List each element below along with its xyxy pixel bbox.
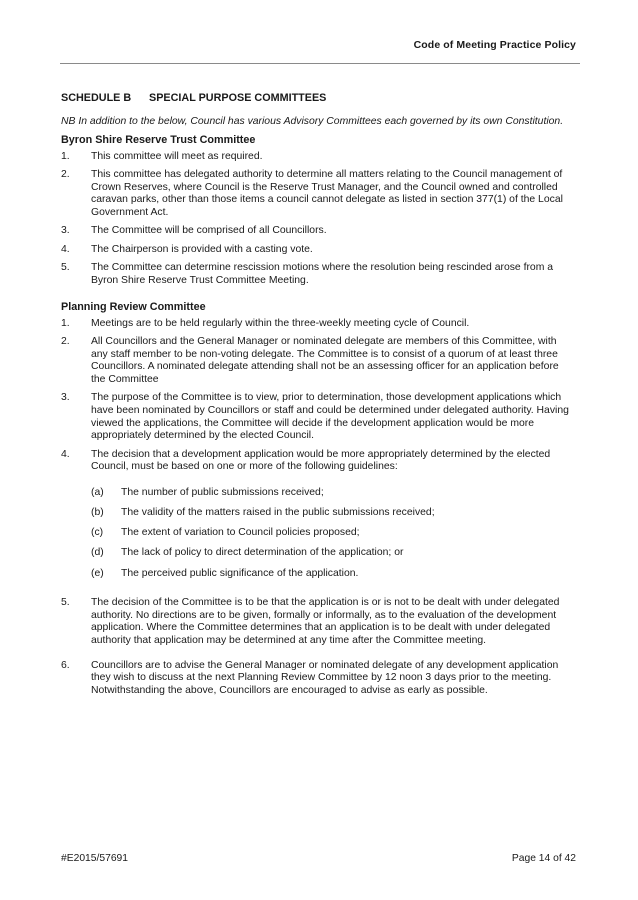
item-number: 4. [61, 448, 70, 460]
list-item [61, 225, 576, 238]
list-item [61, 660, 576, 698]
planning-review-title: Planning Review Committee [61, 301, 206, 314]
schedule-label: SCHEDULE B [61, 92, 132, 104]
guideline-label: (b) [91, 507, 104, 519]
item-text: The purpose of the Committee is to view, prior to determination, those development applications which have been nominated by Councillors or staff and could be determined under delegated authority. Having viewed the applications, the Committee will decide if the development application would be more appropriately determined by the elected Council. [91, 392, 569, 442]
guideline-item [91, 507, 576, 520]
item-text: The decision that a development application would be more appropriately determined by the elected Council, must be based on one or more of the following guidelines: [91, 448, 551, 473]
list-item [61, 151, 576, 164]
item-number: 2. [61, 336, 70, 348]
guideline-label: (d) [91, 547, 104, 559]
guideline-text: The lack of policy to direct determination of the application; or [121, 547, 404, 559]
item-text: Meetings are to be held regularly within the three-weekly meeting cycle of Council. [91, 317, 470, 329]
item-text: All Councillors and the General Manager or nominated delegate are members of this Committee, with any staff member to be non-voting delegate. The Committee is to consist of a quorum of at least three Councillors. A nominated delegate attending shall not be an assessing officer for an application before the Committee [91, 336, 559, 386]
list-item [61, 336, 576, 386]
schedule-title: SPECIAL PURPOSE COMMITTEES [149, 92, 327, 104]
guidelines-list [91, 487, 576, 580]
item-text: This committee has delegated authority to determine all matters relating to the Council management of Crown Reserves, where Council is the Reserve Trust Manager, and the Council owned and controlled caravan parks, other than those items a council cannot delegate as listed in section 377(1) of the Local Government Act. [91, 169, 563, 218]
guideline-text: The extent of variation to Council policies proposed; [121, 527, 360, 539]
list-item [61, 318, 576, 331]
item-number: 1. [61, 150, 70, 162]
item-number: 5. [61, 262, 70, 274]
list-item [61, 392, 576, 442]
guideline-text: The number of public submissions received; [121, 486, 324, 498]
document-reference: #E2015/57691 [61, 853, 128, 864]
planning-review-list [61, 318, 576, 474]
guideline-item [91, 547, 576, 560]
item-number: 3. [61, 225, 70, 237]
nb-note: NB In addition to the below, Council has various Advisory Committees each governed by its own Constitution. [61, 115, 564, 127]
list-item [61, 597, 576, 647]
item-text: This committee will meet as required. [91, 150, 263, 162]
header-divider [60, 63, 580, 64]
page-number: Page 14 of 42 [511, 853, 576, 864]
schedule-heading [61, 92, 576, 105]
planning-review-list-continued [61, 597, 576, 697]
list-item [61, 262, 576, 287]
list-item [61, 169, 576, 219]
item-text: The Chairperson is provided with a casting vote. [91, 243, 313, 255]
guideline-text: The validity of the matters raised in the public submissions received; [121, 507, 435, 519]
guideline-item [91, 527, 576, 540]
guideline-label: (e) [91, 567, 104, 579]
item-text: Councillors are to advise the General Manager or nominated delegate of any development application they wish to discuss at the next Planning Review Committee by 12 noon 3 days prior to the meeting. Notwithstanding the above, Councillors are encouraged to advise as early as possible. [91, 659, 559, 696]
item-number: 5. [61, 597, 70, 609]
item-number: 2. [61, 169, 70, 181]
reserve-trust-title: Byron Shire Reserve Trust Committee [61, 134, 256, 147]
guideline-item [91, 568, 576, 581]
item-number: 4. [61, 243, 70, 255]
item-text: The Committee can determine rescission motions where the resolution being rescinded arose from a Byron Shire Reserve Trust Committee Meeting. [91, 262, 554, 286]
document-header-title: Code of Meeting Practice Policy [413, 39, 576, 51]
item-number: 6. [61, 659, 70, 671]
item-text: The Committee will be comprised of all Councillors. [91, 225, 327, 237]
item-text: The decision of the Committee is to be that the application is or is not to be dealt with under delegated authority. No directions are to be given, formally or informally, as to the evaluation of the development application. Where the Committee determines that an application is to be dealt with under delegated authority that application may be determined at any time after the Committee meeting. [91, 597, 560, 646]
item-number: 1. [61, 317, 70, 329]
reserve-trust-list [61, 151, 576, 288]
guideline-label: (a) [91, 486, 104, 498]
guideline-label: (c) [91, 527, 104, 539]
document-body [61, 92, 576, 703]
guideline-item [91, 487, 576, 500]
list-item [61, 244, 576, 257]
item-number: 3. [61, 392, 70, 404]
guideline-text: The perceived public significance of the application. [121, 567, 359, 579]
list-item [61, 449, 576, 474]
